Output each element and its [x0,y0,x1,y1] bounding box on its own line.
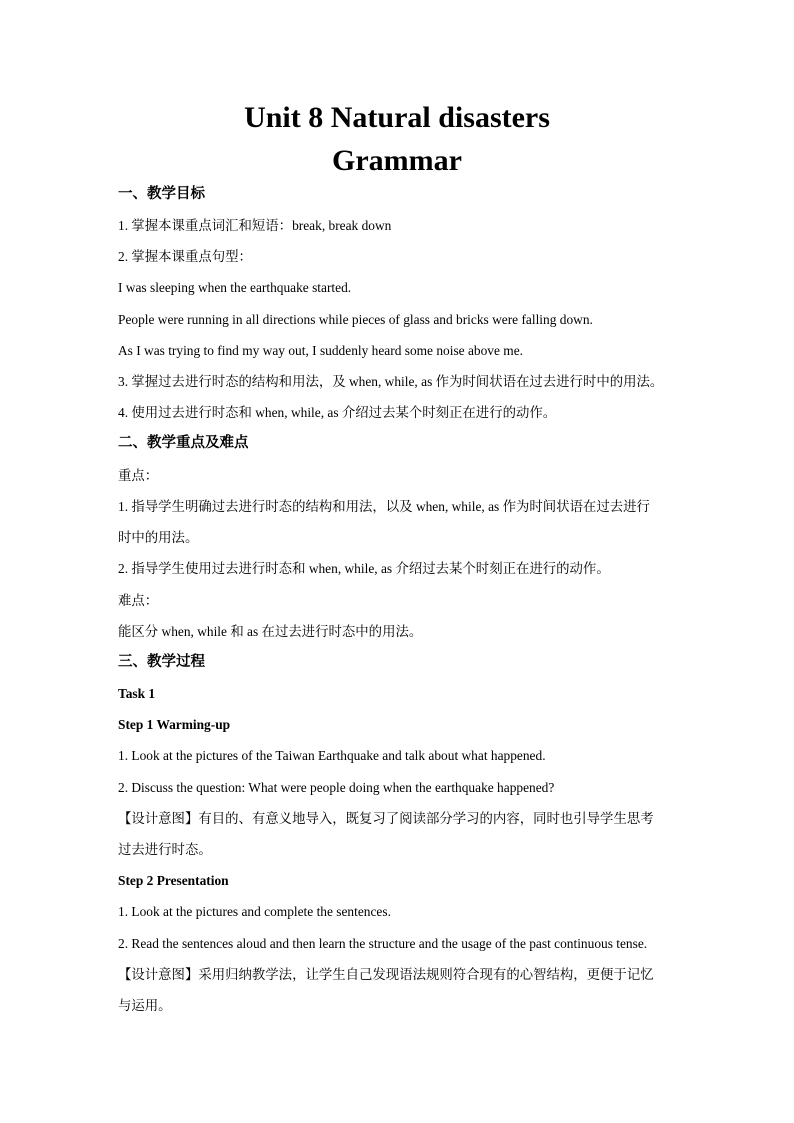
key-points-label: 重点： [118,468,159,483]
step-item: 1. Look at the pictures of the Taiwan Earthquake and talk about what happened. [118,748,546,763]
section-heading-objectives: 一、教学目标 [118,186,205,202]
key-point-item-continued: 时中的用法。 [118,530,199,545]
step-item: 2. Discuss the question: What were people doing when the earthquake happened? [118,780,555,795]
key-point-item: 1. 指导学生明确过去进行时态的结构和用法，以及 when, while, as 作为时间状语在过去进行 [118,499,650,514]
design-intent-continued: 过去进行时态。 [118,842,212,857]
step-title: Step 2 Presentation [118,873,229,888]
task-title: Task 1 [118,686,156,701]
objective-item: 1. 掌握本课重点词汇和短语：break, break down [118,218,392,233]
design-intent: 【设计意图】有目的、有意义地导入，既复习了阅读部分学习的内容，同时也引导学生思考 [118,811,654,826]
section-heading-key-points: 二、教学重点及难点 [118,435,249,451]
section-heading-process: 三、教学过程 [118,654,205,670]
difficult-points-label: 难点： [118,593,159,608]
example-sentence: People were running in all directions while pieces of glass and bricks were falling down. [118,312,593,327]
step-item: 2. Read the sentences aloud and then learn the structure and the usage of the past continuous tense. [118,936,648,951]
objective-item: 4. 使用过去进行时态和 when, while, as 介绍过去某个时刻正在进行的动作。 [118,405,557,420]
step-item: 1. Look at the pictures and complete the sentences. [118,904,391,919]
objective-item: 2. 掌握本课重点句型： [118,249,252,264]
step-title: Step 1 Warming-up [118,717,231,732]
document-subtitle: Grammar [332,144,462,177]
objective-item: 3. 掌握过去进行时态的结构和用法，及 when, while, as 作为时间状语在过去进行时中的用法。 [118,374,664,389]
document-title: Unit 8 Natural disasters [244,101,550,134]
example-sentence: As I was trying to find my way out, I suddenly heard some noise above me. [118,343,523,358]
difficult-point-item: 能区分 when, while 和 as 在过去进行时态中的用法。 [118,624,423,639]
example-sentence: I was sleeping when the earthquake started. [118,280,352,295]
key-point-item: 2. 指导学生使用过去进行时态和 when, while, as 介绍过去某个时刻正在进行的动作。 [118,561,610,576]
design-intent-continued: 与运用。 [118,998,172,1013]
design-intent: 【设计意图】采用归纳教学法，让学生自己发现语法规则符合现有的心智结构，更便于记忆 [118,967,654,982]
